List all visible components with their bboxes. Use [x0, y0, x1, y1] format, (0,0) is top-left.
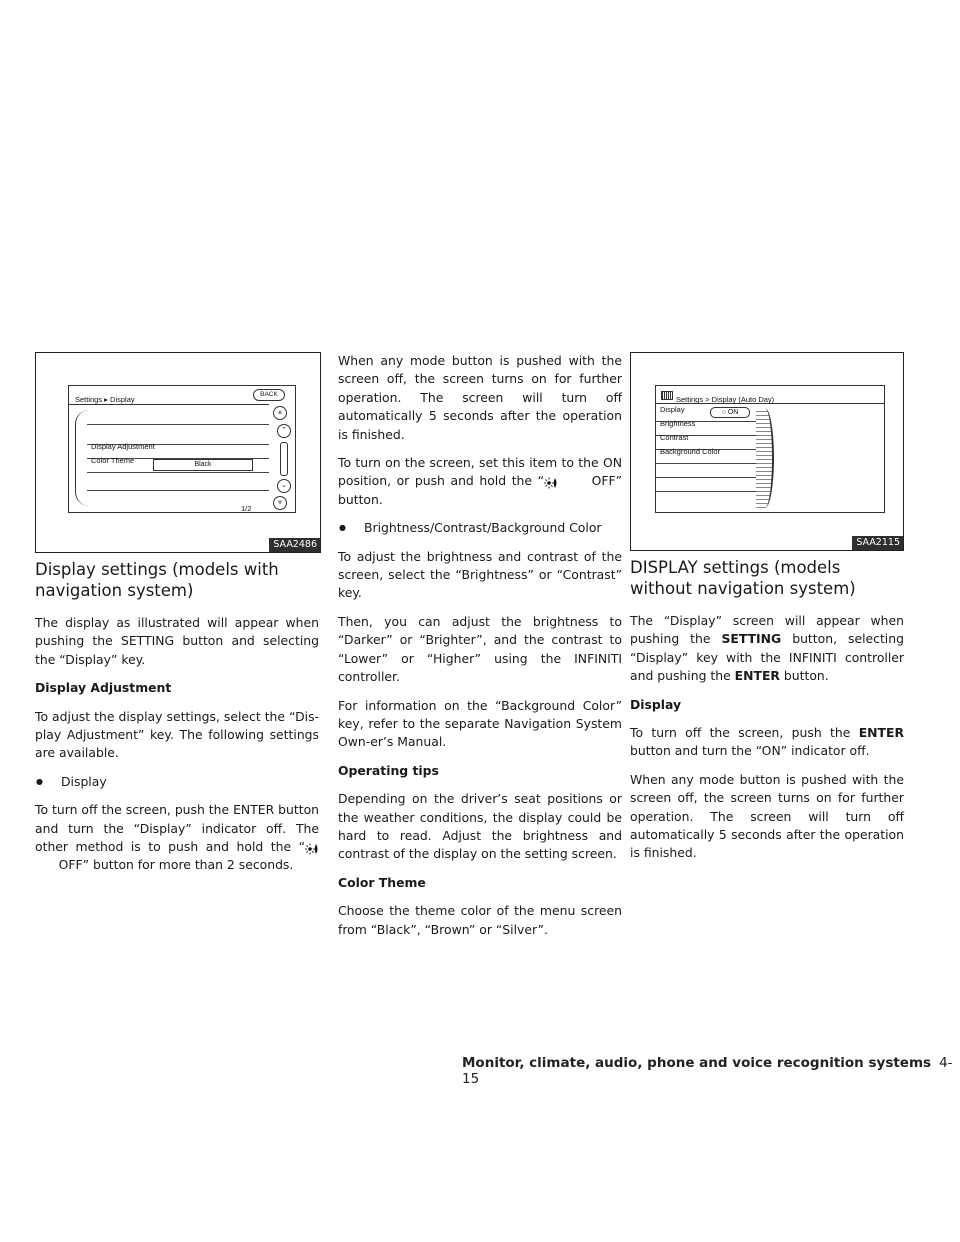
brightness-sun-icon [305, 842, 319, 854]
controller-paragraph: Then, you can adjust the brightness to “Darker” or “Brighter”, and the contrast to “Lower” or “Higher” using the INFINITI controller. [338, 613, 622, 685]
screen-row-blank [656, 463, 762, 478]
screen-row-blank [87, 472, 269, 491]
middle-column [338, 352, 622, 949]
turn-off-paragraph: To turn off the screen, push the ENTER button and turn the “ON” indicator off. [630, 725, 904, 759]
section-heading: Display settings (models with navigation system) [35, 560, 279, 600]
scroll-bottom-icon: ⩔ [273, 496, 287, 510]
screen-row-blank [656, 477, 760, 492]
figure-display-settings [35, 352, 321, 553]
screen-row-background-color: Background Color [656, 449, 763, 464]
scroll-down-icon: ⌄ [277, 479, 291, 493]
scroll-up-icon: ⌃ [277, 424, 291, 438]
turn-on-paragraph: To turn on the screen, set this item to the ON position, or push and hold the “ OFF” button. [338, 455, 622, 507]
figure-code: SAA2486 [269, 538, 320, 552]
screen-title: Settings > Display (Auto Day) [676, 395, 775, 404]
intro-paragraph: The display as illustrated will appear when pushing the SETTING button and selecting the “Display” key. [35, 615, 319, 667]
page-indicator: 1/2 [241, 504, 252, 513]
bullet-display: ● Display [35, 773, 319, 791]
screen-row-color-theme: Color Theme Black [87, 458, 269, 473]
section-title: Monitor, climate, audio, phone and voice recognition systems [462, 1055, 932, 1071]
left-column [35, 352, 319, 885]
mode-button-paragraph: When any mode button is pushed with the screen off, the screen turns on for further operation. The screen will turn off automatically 5 seconds after the operation is finished. [338, 353, 622, 442]
mode-button-paragraph: When any mode button is pushed with the screen off, the screen turns on for further operation. The screen will turn off automatically 5 seconds after the operation is finished. [630, 771, 904, 861]
display-screen-illustration [68, 385, 296, 513]
screen-row-blank [87, 404, 269, 425]
display-screen-paragraph: The “Display” screen will appear when pushing the SETTING button, selecting “Display” key with the INFINITI controller and pushing the ENTER button. [630, 613, 904, 684]
display-adjustment-paragraph: To adjust the display settings, select the “Dis-play Adjustment” key. The following settings are available. [35, 708, 319, 761]
scroll-arc-icon [756, 408, 774, 508]
back-button: BACK [253, 389, 285, 401]
color-theme-paragraph: Choose the theme color of the menu screen from “Black”, “Brown” or “Silver”. [338, 903, 622, 937]
figure-display-auto-day [630, 352, 904, 551]
figure-code: SAA2115 [852, 536, 903, 550]
screen-left-curve [75, 410, 90, 506]
screen-row-display: Display ○ ON [656, 403, 756, 422]
color-value-box: Black [153, 459, 253, 471]
screen-row-brightness: Brightness [656, 421, 760, 436]
scroll-top-icon: ⩓ [273, 406, 287, 420]
right-column [630, 352, 904, 873]
brightness-sun-icon [544, 476, 558, 488]
settings-icon [661, 391, 673, 400]
display-screen-illustration [655, 385, 885, 513]
page-footer [462, 1055, 960, 1087]
scrollbar-track [280, 442, 288, 476]
bullet-brightness-contrast: ● Brightness/Contrast/Background Color [338, 519, 622, 537]
subheading-operating-tips: Operating tips [338, 762, 439, 778]
screen-breadcrumb: Settings ▸ Display [75, 395, 135, 404]
subheading-color-theme: Color Theme [338, 874, 426, 890]
screen-row-contrast: Contrast [656, 435, 762, 450]
subheading-display: Display [630, 696, 682, 712]
page-number: 4-15 [462, 1055, 953, 1087]
subheading-display-adjustment: Display Adjustment [35, 680, 172, 696]
background-color-paragraph: For information on the “Background Color” key, refer to the separate Navigation System Own-er’s Manual. [338, 697, 622, 750]
display-off-paragraph: To turn off the screen, push the ENTER button and turn the “Display” indicator off. The other method is to push and hold the “ OFF” button for more than 2 seconds. [35, 802, 319, 873]
brightness-paragraph: To adjust the brightness and contrast of the screen, select the “Brightness” or “Contrast” key. [338, 548, 622, 601]
on-indicator: ○ ON [710, 407, 750, 418]
section-heading: DISPLAY settings (models without navigation system) [630, 558, 856, 598]
screen-row-display-adjustment: Display Adjustment [87, 444, 269, 459]
operating-tips-paragraph: Depending on the driver’s seat positions or the weather conditions, the display could be hard to read. Adjust the brightness and contrast of the display on the setting screen. [338, 791, 622, 862]
